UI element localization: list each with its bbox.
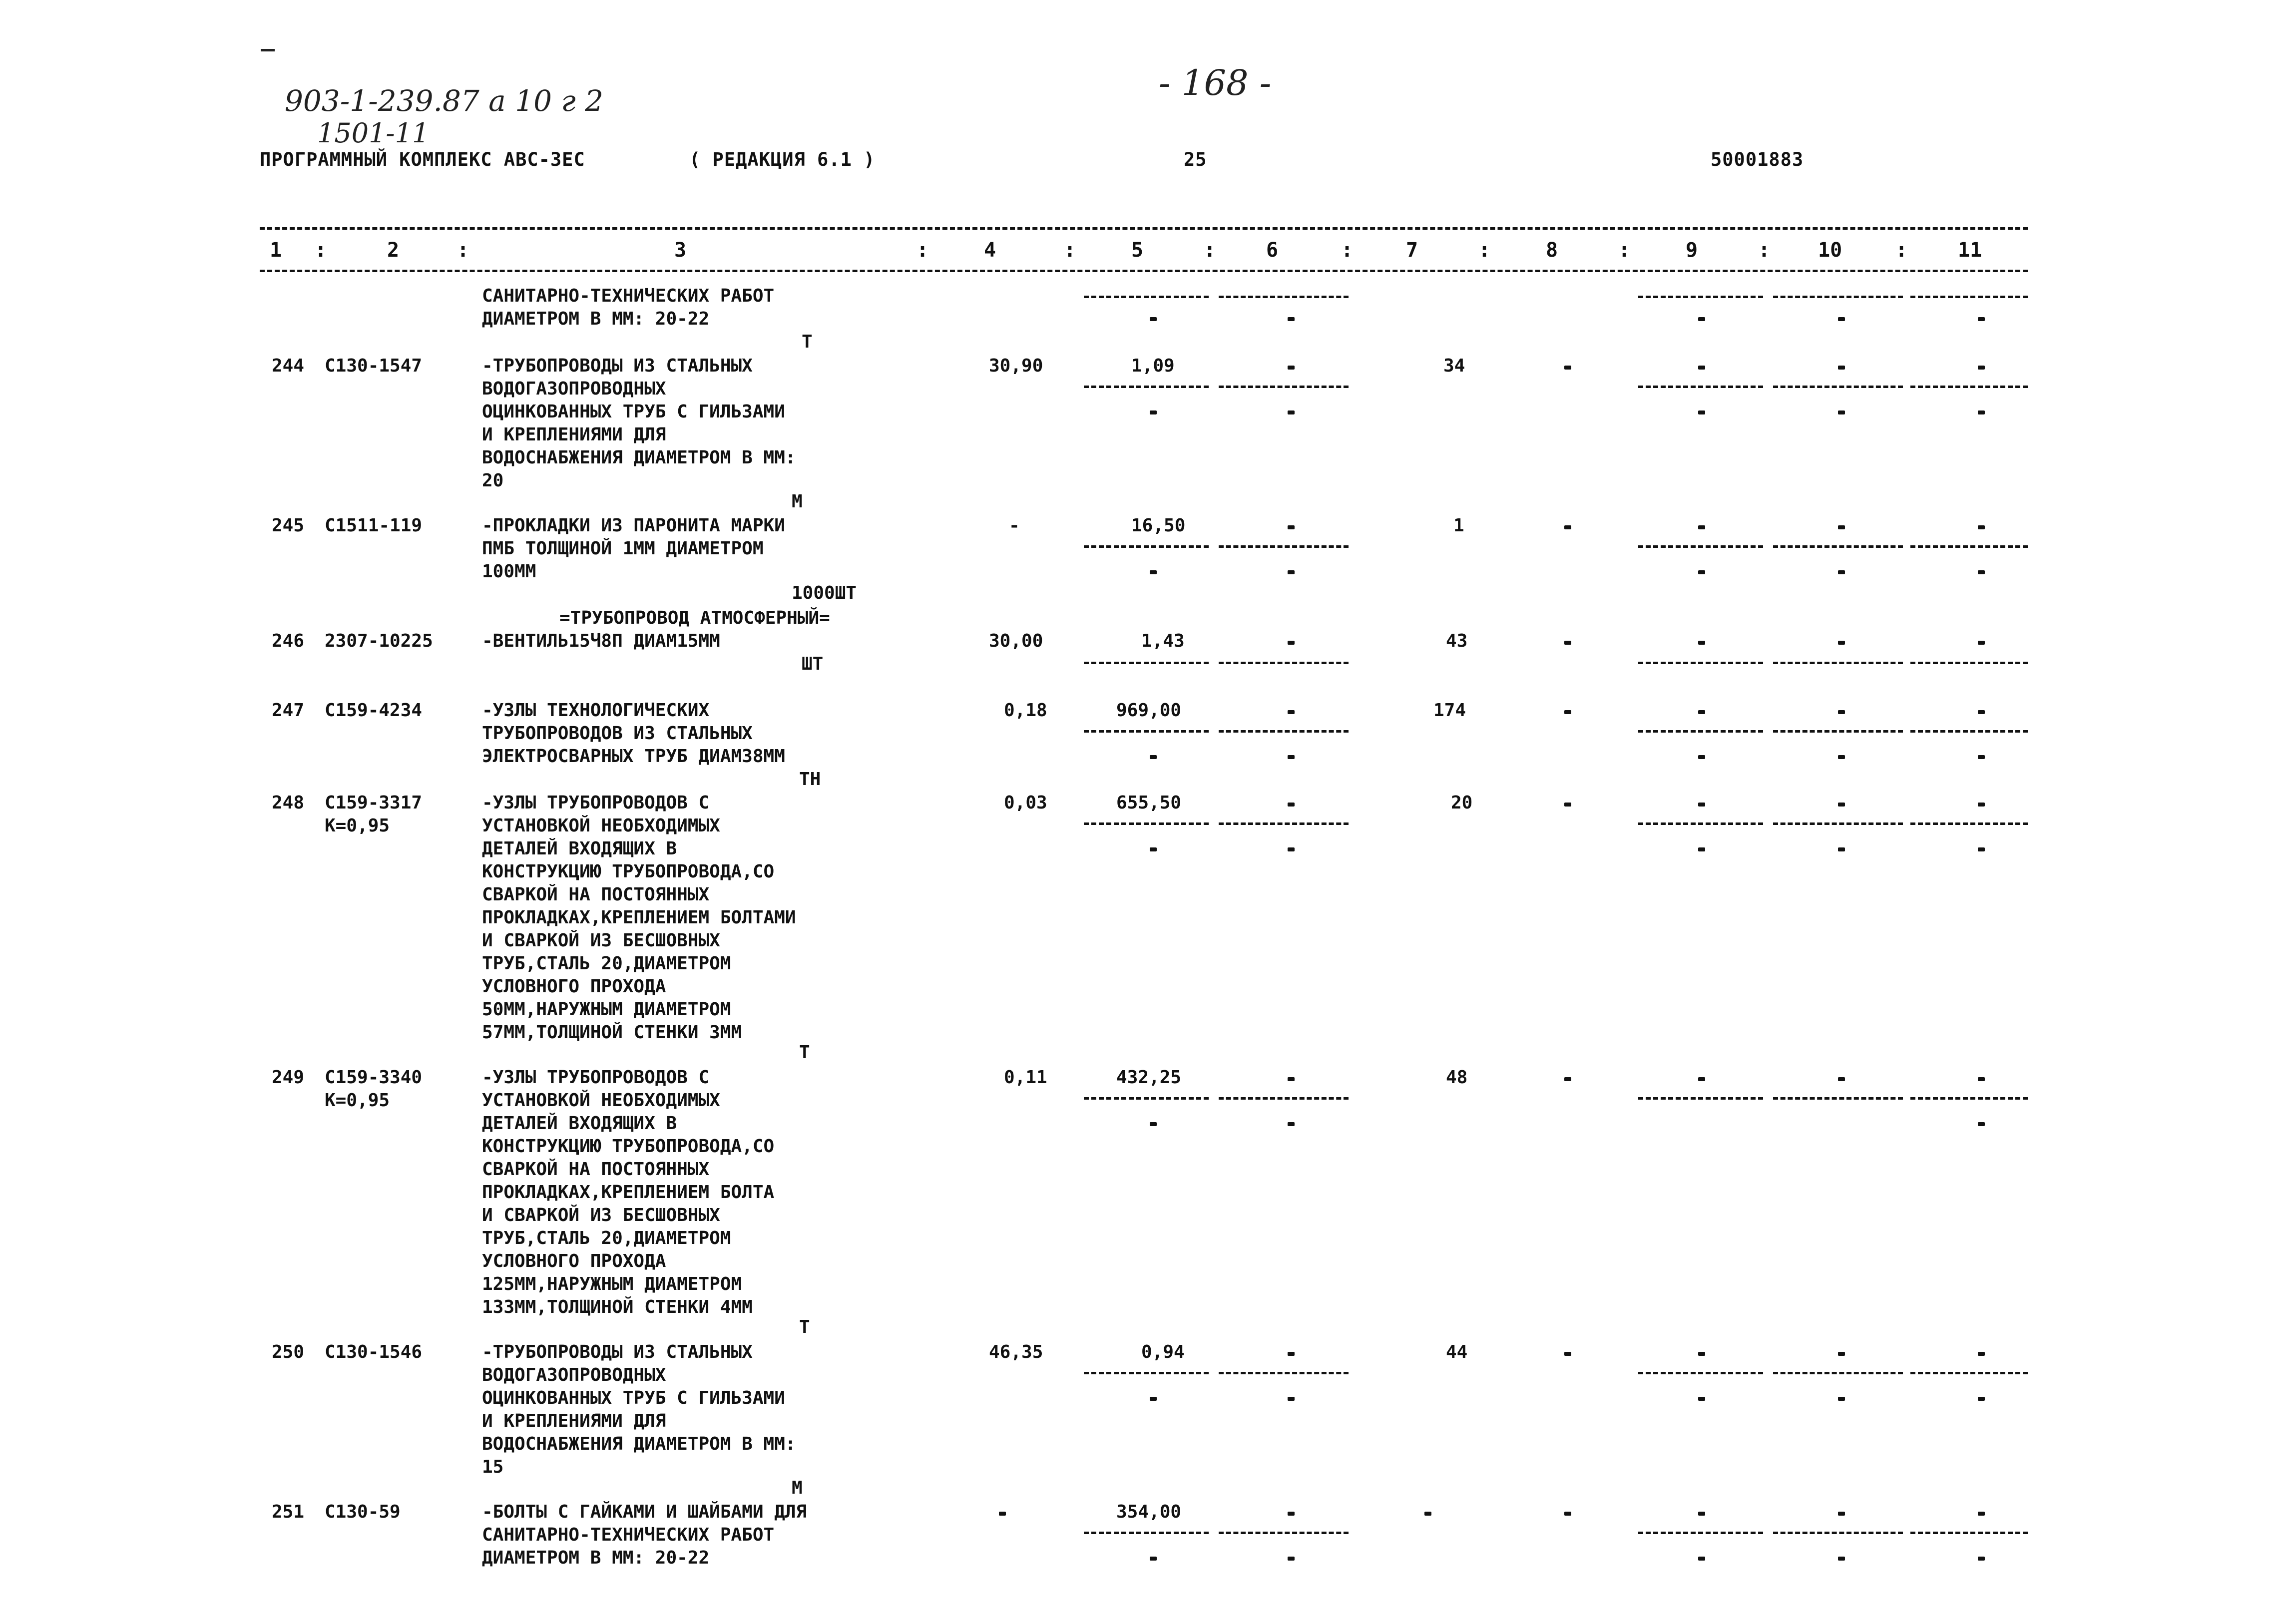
dash-mark [1838, 1352, 1845, 1356]
dash-mark [1838, 1077, 1845, 1081]
dash-mark [1150, 1557, 1157, 1561]
dash-mark [1288, 847, 1295, 851]
item-description: -УЗЛЫ ТРУБОПРОВОДОВ С УСТАНОВКОЙ НЕОБХОДИМЫХ ДЕТАЛЕЙ ВХОДЯЩИХ В КОНСТРУКЦИЮ ТРУБОПРОВОДА,СО СВАРКОЙ НА ПОСТОЯННЫХ ПРОКЛАДКАХ,КРЕПЛЕНИЕМ БОЛТА И СВАРКОЙ ИЗ БЕСШОВНЫХ ТРУБ,СТАЛЬ 20,ДИАМЕТРОМ УСЛОВНОГО ПРОХОДА 125ММ,НАРУЖНЫМ ДИАМЕТРОМ 133ММ,ТОЛЩИНОЙ СТЕНКИ 4ММ [482, 1067, 775, 1317]
underline-col11 [1910, 730, 2028, 733]
underline-col9 [1638, 1532, 1763, 1534]
dash-mark [1288, 641, 1295, 645]
underline-col10 [1773, 1097, 1903, 1100]
dash-mark [1698, 410, 1705, 414]
column-header-row [260, 236, 2028, 266]
col7-value: 20 [1451, 793, 1473, 813]
corner-mark [261, 49, 275, 51]
dash-mark [1698, 847, 1705, 851]
underline-col6 [1219, 296, 1349, 298]
item-unit: М [792, 1478, 803, 1498]
underline-col11 [1910, 296, 2028, 298]
dash-mark [1978, 755, 1985, 759]
dash-mark [1838, 366, 1845, 370]
col-3: 3 [674, 239, 687, 262]
dash-mark [1838, 1397, 1845, 1401]
col-sep: : [457, 239, 469, 262]
rate-code: С159-4234 [325, 700, 423, 721]
row-number: 245 [272, 515, 305, 536]
dash-mark [1288, 1077, 1295, 1081]
table-row [260, 607, 2028, 677]
dash-mark [1288, 410, 1295, 414]
dash-mark [1288, 366, 1295, 370]
item-description: -ПРОКЛАДКИ ИЗ ПАРОНИТА МАРКИ ПМБ ТОЛЩИНОЙ 1ММ ДИАМЕТРОМ 100ММ [482, 515, 785, 582]
dash-mark [1564, 1512, 1571, 1516]
underline-col11 [1910, 662, 2028, 664]
row-number: 244 [272, 356, 305, 376]
item-unit: Т [799, 1042, 810, 1063]
underline-col10 [1773, 386, 1903, 388]
underline-col6 [1219, 662, 1349, 664]
underline-col11 [1910, 1372, 2028, 1374]
col-10: 10 [1818, 239, 1842, 262]
col5-value: 16,50 [1131, 515, 1186, 536]
dash-mark [1698, 1077, 1705, 1081]
dash-mark [1978, 803, 1985, 807]
dash-mark [1564, 1352, 1571, 1356]
col-sep: : [315, 239, 327, 262]
col-5: 5 [1131, 239, 1144, 262]
dash-mark [1150, 1397, 1157, 1401]
row-number: 249 [272, 1067, 305, 1088]
col7-value: 34 [1443, 356, 1465, 376]
item-description: -БОЛТЫ С ГАЙКАМИ И ШАЙБАМИ ДЛЯ САНИТАРНО-ТЕХНИЧЕСКИХ РАБОТ ДИАМЕТРОМ В ММ: 20-22 [482, 1502, 807, 1568]
underline-col9 [1638, 386, 1763, 388]
col-7: 7 [1406, 239, 1418, 262]
underline-col9 [1638, 545, 1763, 548]
underline-col6 [1219, 822, 1349, 825]
dash-mark [1978, 847, 1985, 851]
dash-mark [1838, 570, 1845, 574]
col-11: 11 [1958, 239, 1982, 262]
col-9: 9 [1686, 239, 1698, 262]
continuation-unit: Т [802, 332, 813, 352]
item-description: -ТРУБОПРОВОДЫ ИЗ СТАЛЬНЫХ ВОДОГАЗОПРОВОДНЫХ ОЦИНКОВАННЫХ ТРУБ С ГИЛЬЗАМИ И КРЕПЛЕНИЯМИ ДЛЯ ВОДОСНАБЖЕНИЯ ДИАМЕТРОМ В ММ: 15 [482, 1342, 796, 1477]
dash-mark [1978, 317, 1985, 321]
dash-mark [1564, 366, 1571, 370]
col5-value: 1,09 [1131, 356, 1175, 376]
col7-value: 174 [1433, 700, 1466, 721]
underline-col10 [1773, 822, 1903, 825]
underline-col5 [1084, 545, 1209, 548]
underline-col10 [1773, 1372, 1903, 1374]
dash-mark [1150, 847, 1157, 851]
dash-mark [1564, 710, 1571, 714]
handwritten-page-number: - 168 - [1159, 62, 1272, 103]
rate-code: 2307-10225 [325, 631, 433, 651]
underline-col5 [1084, 386, 1209, 388]
underline-col10 [1773, 662, 1903, 664]
underline-col11 [1910, 1532, 2028, 1534]
dash-mark [1288, 1352, 1295, 1356]
col-sep: : [1618, 239, 1631, 262]
col-sep: : [916, 239, 929, 262]
underline-col10 [1773, 545, 1903, 548]
underline-col9 [1638, 730, 1763, 733]
dash-mark [1978, 570, 1985, 574]
dash-mark [1978, 1352, 1985, 1356]
col5-value: 655,50 [1116, 793, 1182, 813]
item-unit: М [792, 491, 803, 512]
dash-mark [1288, 570, 1295, 574]
dash-mark [1838, 847, 1845, 851]
col4-value: 0,11 [1004, 1067, 1047, 1088]
underline-col6 [1219, 1372, 1349, 1374]
dash-mark [1698, 1352, 1705, 1356]
col-8: 8 [1546, 239, 1558, 262]
col5-value: 1,43 [1141, 631, 1185, 651]
col4-value: 0,18 [1004, 700, 1047, 721]
col-4: 4 [984, 239, 996, 262]
underline-col10 [1773, 730, 1903, 733]
underline-col6 [1219, 386, 1349, 388]
col4-value: 30,00 [989, 631, 1043, 651]
item-description: -УЗЛЫ ТЕХНОЛОГИЧЕСКИХ ТРУБОПРОВОДОВ ИЗ СТАЛЬНЫХ ЭЛЕКТРОСВАРНЫХ ТРУБ ДИАМ38ММ [482, 700, 785, 767]
dash-mark [1288, 1397, 1295, 1401]
underline-col9 [1638, 1097, 1763, 1100]
underline-col9 [1638, 1372, 1763, 1374]
dash-mark [1150, 1122, 1157, 1126]
dash-mark [1698, 366, 1705, 370]
continuation-description: САНИТАРНО-ТЕХНИЧЕСКИХ РАБОТ ДИАМЕТРОМ В ММ: 20-22 [482, 286, 775, 329]
dash-mark [1978, 1512, 1985, 1516]
dash-mark [1288, 755, 1295, 759]
handwritten-doc-ref: 903-1-239.87 а 10 г 2 [285, 84, 604, 118]
dash-mark [1838, 755, 1845, 759]
dash-mark [1838, 317, 1845, 321]
table-row [260, 792, 2028, 1071]
dash-mark [1698, 570, 1705, 574]
row-number: 247 [272, 700, 305, 721]
item-unit: 1000ШТ [792, 583, 857, 603]
item-description: -ВЕНТИЛЬ15Ч8П ДИАМ15ММ [482, 631, 720, 651]
dash-mark [1978, 1077, 1985, 1081]
dash-mark [999, 1512, 1006, 1516]
dash-mark [1698, 317, 1705, 321]
row-number: 246 [272, 631, 305, 651]
dash-mark [1698, 803, 1705, 807]
underline-col11 [1910, 1097, 2028, 1100]
program-title: ПРОГРАММНЫЙ КОМПЛЕКС АВС-3ЕС [260, 149, 585, 170]
table-row [260, 1066, 2028, 1336]
col-6: 6 [1266, 239, 1279, 262]
underline-col6 [1219, 730, 1349, 733]
dash-mark [1978, 410, 1985, 414]
dash-mark [1150, 317, 1157, 321]
col-sep: : [1204, 239, 1216, 262]
item-unit: Т [799, 1317, 810, 1337]
dash-mark [1978, 1557, 1985, 1561]
dash-mark [1698, 710, 1705, 714]
table-row [260, 355, 2028, 512]
underline-col5 [1084, 730, 1209, 733]
col7-value: 1 [1453, 515, 1464, 536]
dash-mark [1698, 1397, 1705, 1401]
table-row [260, 699, 2028, 789]
col-sep: : [1478, 239, 1491, 262]
dash-mark [1838, 641, 1845, 645]
dash-mark [1698, 641, 1705, 645]
col-sep: : [1341, 239, 1354, 262]
underline-col9 [1638, 662, 1763, 664]
col7-value: 43 [1446, 631, 1468, 651]
underline-col5 [1084, 296, 1209, 298]
col-1: 1 [270, 239, 282, 262]
col4-value: 0,03 [1004, 793, 1047, 813]
col4-value: 46,35 [989, 1342, 1043, 1362]
dash-mark [1838, 525, 1845, 529]
dash-mark [1838, 710, 1845, 714]
continuation-row [260, 285, 2028, 355]
dash-mark [1564, 803, 1571, 807]
dash-mark [1564, 1077, 1571, 1081]
col-sep: : [1064, 239, 1076, 262]
dash-mark [1978, 710, 1985, 714]
table-row [260, 1341, 2028, 1506]
col7-value: 44 [1446, 1342, 1468, 1362]
col-sep: : [1895, 239, 1908, 262]
dash-mark [1288, 1557, 1295, 1561]
item-description: -ТРУБОПРОВОДЫ ИЗ СТАЛЬНЫХ ВОДОГАЗОПРОВОДНЫХ ОЦИНКОВАННЫХ ТРУБ С ГИЛЬЗАМИ И КРЕПЛЕНИЯМИ ДЛЯ ВОДОСНАБЖЕНИЯ ДИАМЕТРОМ В ММ: 20 [482, 356, 796, 491]
dash-mark [1838, 1512, 1845, 1516]
table-row [260, 1501, 2028, 1591]
dash-mark [1288, 803, 1295, 807]
col-2: 2 [387, 239, 400, 262]
document-number: 50001883 [1711, 149, 1804, 170]
table-row [260, 514, 2028, 614]
item-unit: ТН [799, 769, 821, 790]
col5-value: 0,94 [1141, 1342, 1185, 1362]
dash-mark [1698, 525, 1705, 529]
col5-value: 969,00 [1116, 700, 1182, 721]
col4-value: 30,90 [989, 356, 1043, 376]
underline-col5 [1084, 1532, 1209, 1534]
dash-mark [1288, 317, 1295, 321]
dash-mark [1698, 755, 1705, 759]
dash-mark [1564, 641, 1571, 645]
underline-col11 [1910, 545, 2028, 548]
underline-col5 [1084, 822, 1209, 825]
dash-mark [1978, 366, 1985, 370]
dash-mark [1978, 1122, 1985, 1126]
edition-label: ( РЕДАКЦИЯ 6.1 ) [689, 149, 876, 170]
underline-col10 [1773, 1532, 1903, 1534]
header-rule-bottom [260, 270, 2028, 272]
col7-value: 48 [1446, 1067, 1468, 1088]
dash-mark [1288, 1512, 1295, 1516]
rate-code: С1511-119 [325, 515, 423, 536]
dash-mark [1698, 1557, 1705, 1561]
dash-mark [1838, 1557, 1845, 1561]
section-title: =ТРУБОПРОВОД АТМОСФЕРНЫЙ= [559, 608, 830, 628]
underline-col5 [1084, 1097, 1209, 1100]
dash-mark [1150, 570, 1157, 574]
dash-mark [1698, 1512, 1705, 1516]
dash-mark [1978, 525, 1985, 529]
dash-mark [1838, 803, 1845, 807]
rate-code: С130-1546 [325, 1342, 423, 1362]
underline-col5 [1084, 1372, 1209, 1374]
col4-value: - [1009, 515, 1020, 536]
dash-mark [1564, 525, 1571, 529]
dash-mark [1288, 525, 1295, 529]
col5-value: 432,25 [1116, 1067, 1182, 1088]
underline-col10 [1773, 296, 1903, 298]
rate-code: С130-1547 [325, 356, 423, 376]
item-description: -УЗЛЫ ТРУБОПРОВОДОВ С УСТАНОВКОЙ НЕОБХОДИМЫХ ДЕТАЛЕЙ ВХОДЯЩИХ В КОНСТРУКЦИЮ ТРУБОПРОВОДА,СО СВАРКОЙ НА ПОСТОЯННЫХ ПРОКЛАДКАХ,КРЕПЛЕНИЕМ БОЛТАМИ И СВАРКОЙ ИЗ БЕСШОВНЫХ ТРУБ,СТАЛЬ 20,ДИАМЕТРОМ УСЛОВНОГО ПРОХОДА 50ММ,НАРУЖНЫМ ДИАМЕТРОМ 57ММ,ТОЛЩИНОЙ СТЕНКИ 3ММ [482, 793, 796, 1043]
dash-mark [1288, 710, 1295, 714]
handwritten-sheet-ref: 1501-11 [317, 117, 430, 149]
underline-col11 [1910, 822, 2028, 825]
dash-mark [1978, 1397, 1985, 1401]
dash-mark [1150, 755, 1157, 759]
dash-mark [1838, 410, 1845, 414]
header-rule-top [260, 227, 2028, 230]
row-number: 250 [272, 1342, 305, 1362]
col5-value: 354,00 [1116, 1502, 1182, 1522]
sheet-number: 25 [1184, 149, 1207, 170]
underline-col9 [1638, 822, 1763, 825]
underline-col9 [1638, 296, 1763, 298]
underline-col6 [1219, 1532, 1349, 1534]
dash-mark [1288, 1122, 1295, 1126]
rate-code: С159-3317 К=0,95 [325, 793, 423, 836]
underline-col11 [1910, 386, 2028, 388]
rate-code: С130-59 [325, 1502, 401, 1522]
dash-mark [1424, 1512, 1431, 1516]
underline-col6 [1219, 1097, 1349, 1100]
underline-col5 [1084, 662, 1209, 664]
col-sep: : [1758, 239, 1771, 262]
item-unit: ШТ [802, 654, 824, 674]
rate-code: С159-3340 К=0,95 [325, 1067, 423, 1111]
dash-mark [1978, 641, 1985, 645]
underline-col6 [1219, 545, 1349, 548]
row-number: 248 [272, 793, 305, 813]
dash-mark [1150, 410, 1157, 414]
row-number: 251 [272, 1502, 305, 1522]
